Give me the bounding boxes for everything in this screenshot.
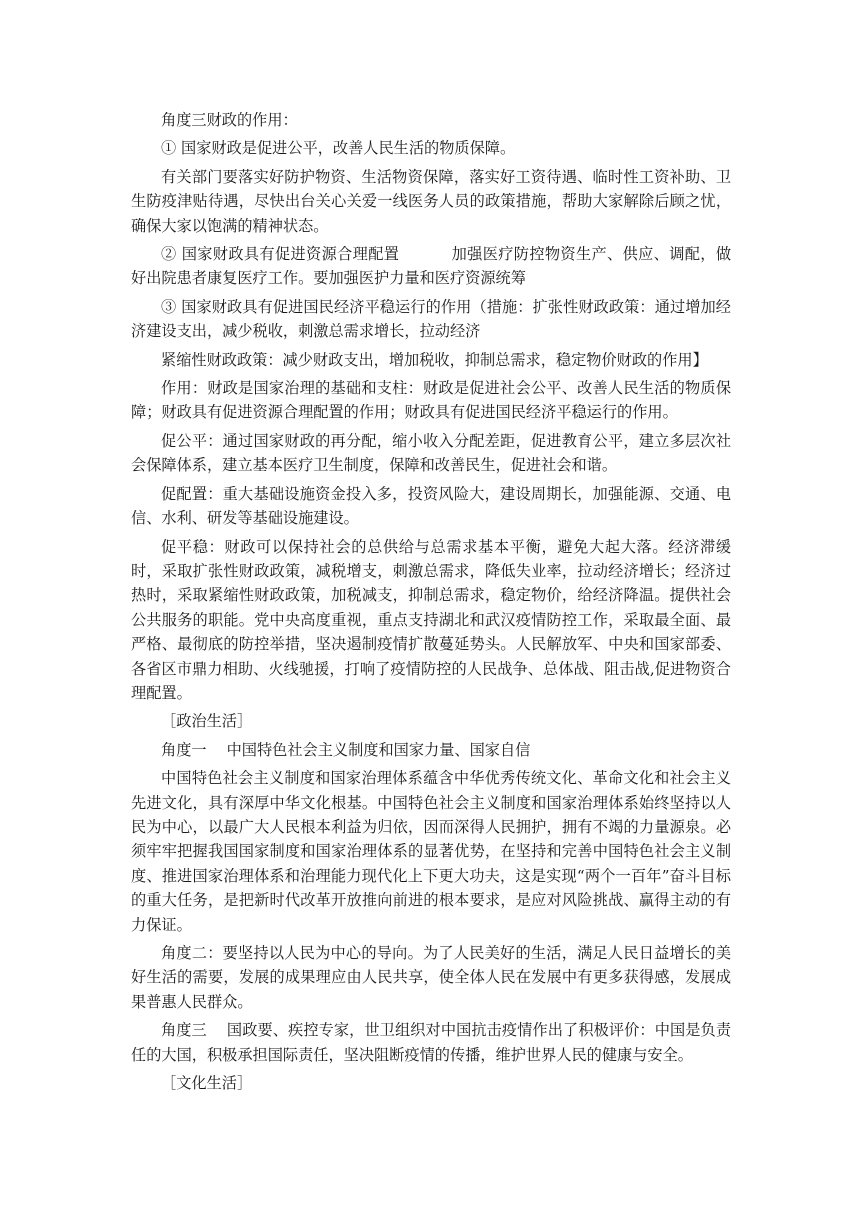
section-heading-politics: ［政治生活］ [161, 712, 253, 731]
paragraph: 作用：财政是国家治理的基础和支柱：财政是促进社会公平、改善人民生活的物质保障；财政具有促进资源合理配置的作用；财政具有促进国民经济平稳运行的作用。 [131, 379, 731, 422]
section-heading-culture: ［文化生活］ [161, 1074, 253, 1093]
paragraph: 促平稳：财政可以保持社会的总供给与总需求基本平衡，避免大起大落。经济滞缓时，采取扩张性财政政策，减税增支，刺激总需求，降低失业率，拉动经济增长；经济过热时，采取紧缩性财政政策，加税减支，抑制总需求，稳定物价，给经济降温。提供社会公共服务的职能。党中央高度重视，重点支持湖北和武汉疫情防控工作，采取最全面、最严格、最彻底的防控举措，坚决遏制疫情扩散蔓延势头。人民解放军、中央和国家部委、各省区市鼎力相助、火线驰援，打响了疫情防控的人民战争、总体战、阻击战,促进物资合理配置。 [131, 537, 731, 702]
paragraph: 促公平：通过国家财政的再分配，缩小收入分配差距，促进教育公平，建立多层次社会保障体系，建立基本医疗卫生制度，保障和改善民生，促进社会和谐。 [131, 431, 731, 475]
angle-three-label: 角度三 [161, 1021, 207, 1040]
angle-one-label: 角度一 [161, 740, 207, 759]
paragraph-point-3: ③ 国家财政具有促进国民经济平稳运行的作用（措施：扩张性财政政策：通过增加经济建设支出，减少税收，刺激总需求增长，拉动经济 [131, 297, 731, 341]
paragraph: 中国特色社会主义制度和国家治理体系蕴含中华优秀传统文化、革命文化和社会主义先进文化，具有深厚中华文化根基。中国特色社会主义制度和国家治理体系始终坚持以人民为中心，以最广大人民根本利益为归依，因而深得人民拥护，拥有不竭的力量源泉。必须牢牢把握我国国家制度和国家治理体系的显著优势，在坚持和完善中国特色社会主义制度、推进国家治理体系和治理能力现代化上下更大功夫，这是实现“两个一百年”奋斗目标的重大任务，是把新时代改革开放推向前进的根本要求，是应对风险挑战、赢得主动的有力保证。 [131, 769, 731, 934]
point-2-detail: 加强医疗防控物资生产、供应、调配，做好出院患者康复医疗工作。要加强医护力量和医疗资源统筹 [131, 245, 732, 288]
paragraph: 紧缩性财政政策：减少财政支出，增加税收，抑制总需求，稳定物价财政的作用】 [161, 350, 708, 369]
angle-one-title: 中国特色社会主义制度和国家力量、国家自信 [226, 740, 531, 759]
section-heading-angle-three: 角度三财政的作用： [161, 111, 298, 129]
angle-three-text: 国政要、疾控专家，世卫组织对中国抗击疫情作出了积极评价：中国是负责任的大国，积极承担国际责任，坚决阻断疫情的传播，维护世界人民的健康与安全。 [131, 1021, 732, 1064]
paragraph-angle-three [131, 1018, 731, 1067]
paragraph: 有关部门要落实好防护物资、生活物资保障，落实好工资待遇、临时性工资补助、卫生防疫津贴待遇，尽快出台关心关爱一线医务人员的政策措施，帮助大家解除后顾之忧，确保大家以饱满的精神状态。 [131, 167, 731, 235]
angle-one-heading [131, 738, 731, 762]
paragraph: 角度二：要坚持以人民为中心的导向。为了人民美好的生活，满足人民日益增长的美好生活的需要，发展的成果理应由人民共享，使全体人民在发展中有更多获得感，发展成果普惠人民群众。 [131, 944, 731, 1011]
document-body [131, 108, 731, 1099]
point-2-lead: ② 国家财政具有促进资源合理配置 [161, 245, 400, 264]
paragraph-point-2 [131, 242, 731, 291]
paragraph: 促配置：重大基础设施资金投入多，投资风险大，建设周期长，加强能源、交通、电信、水利、研发等基础设施建设。 [131, 484, 731, 528]
paragraph-point-1: ① 国家财政是促进公平，改善人民生活的物质保障。 [161, 139, 516, 158]
